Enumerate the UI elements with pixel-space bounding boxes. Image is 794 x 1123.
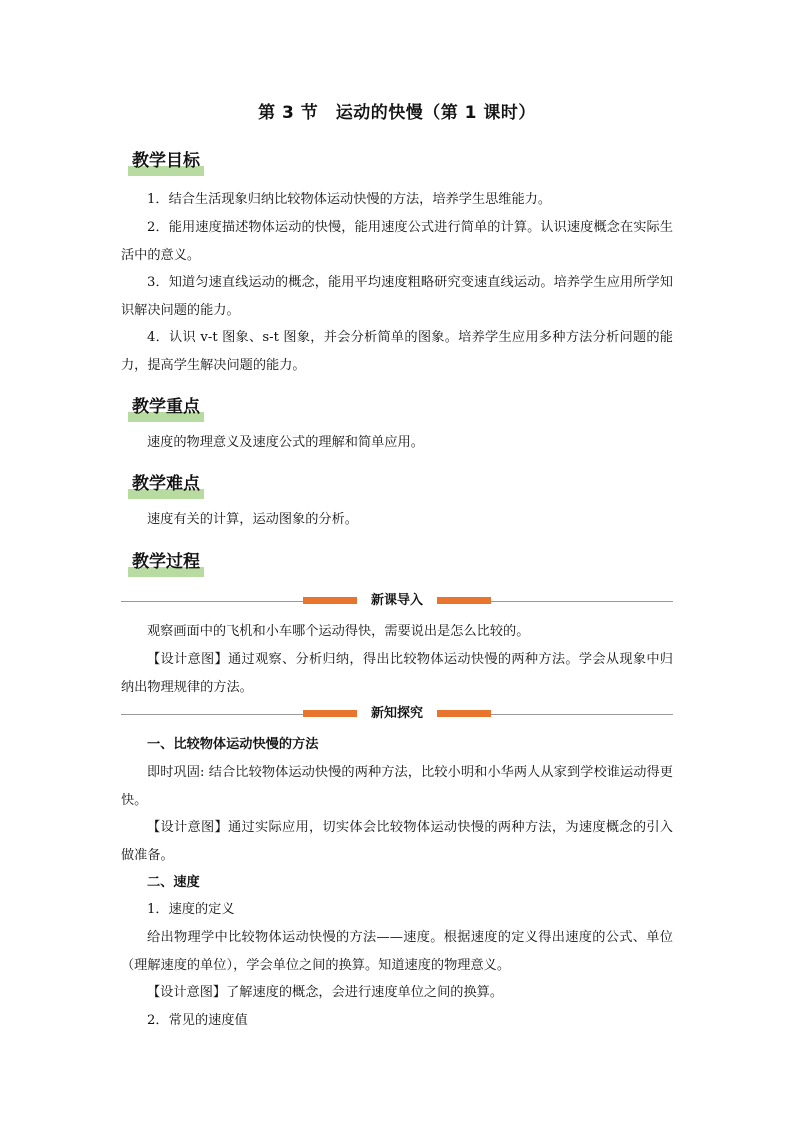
divider-intro (121, 591, 673, 611)
section-heading-goals (128, 150, 204, 174)
speed-definition-paragraph: 给出物理学中比较物体运动快慢的方法——速度。根据速度的定义得出速度的公式、单位（理解速度的单位），学会单位之间的换算。知道速度的物理意义。 (121, 930, 673, 973)
intro-design-intent: 【设计意图】通过观察、分析归纳，得出比较物体运动快慢的两种方法。学会从现象中归纳出物理规律的方法。 (121, 652, 673, 695)
practice-paragraph: 即时巩固: 结合比较物体运动快慢的两种方法，比较小明和小华两人从家到学校谁运动得更快。 (121, 765, 673, 808)
section-heading-text: 教学目标 (132, 151, 200, 171)
divider-line (121, 714, 303, 715)
divider-label: 新课导入 (370, 593, 423, 608)
divider-label: 新知探究 (370, 706, 423, 721)
divider-bar (303, 597, 357, 604)
divider-line (491, 601, 673, 602)
goal-item-4: 4．认识 v-t 图象、s-t 图象，并会分析简单的图象。培养学生应用多种方法分析问题的能力，提高学生解决问题的能力。 (121, 330, 673, 373)
explore-design-intent-1: 【设计意图】通过实际应用，切实体会比较物体运动快慢的两种方法，为速度概念的引入做准备。 (121, 820, 673, 863)
divider-line (491, 714, 673, 715)
subheading-speed: 二、速度 (147, 875, 200, 890)
divider-bar (437, 710, 491, 717)
divider-bar (303, 710, 357, 717)
divider-explore (121, 704, 673, 724)
section-heading-text: 教学重点 (132, 397, 200, 417)
difficulties-text: 速度有关的计算，运动图象的分析。 (147, 512, 358, 527)
key-points-text: 速度的物理意义及速度公式的理解和简单应用。 (147, 435, 424, 450)
section-heading-key-points (128, 396, 204, 420)
page-title: 第 3 节 运动的快慢（第 1 课时） (258, 103, 536, 123)
divider-bar (437, 597, 491, 604)
section-heading-difficulties (128, 473, 204, 497)
goal-item-3: 3．知道匀速直线运动的概念，能用平均速度粗略研究变速直线运动。培养学生应用所学知识解决问题的能力。 (121, 275, 673, 318)
goal-item-2: 2．能用速度描述物体运动的快慢，能用速度公式进行简单的计算。认识速度概念在实际生活中的意义。 (121, 220, 673, 263)
divider-line (121, 601, 303, 602)
subheading-common-speeds: 2．常见的速度值 (147, 1013, 248, 1028)
section-heading-text: 教学难点 (132, 474, 200, 494)
subheading-compare-methods: 一、比较物体运动快慢的方法 (147, 737, 319, 752)
intro-paragraph: 观察画面中的飞机和小车哪个运动得快，需要说出是怎么比较的。 (147, 624, 530, 639)
section-heading-text: 教学过程 (132, 552, 200, 572)
explore-design-intent-2: 【设计意图】了解速度的概念，会进行速度单位之间的换算。 (147, 985, 504, 1000)
goal-item-1: 1．结合生活现象归纳比较物体运动快慢的方法，培养学生思维能力。 (147, 192, 552, 207)
subheading-speed-definition: 1．速度的定义 (147, 902, 235, 917)
section-heading-process (128, 551, 204, 575)
